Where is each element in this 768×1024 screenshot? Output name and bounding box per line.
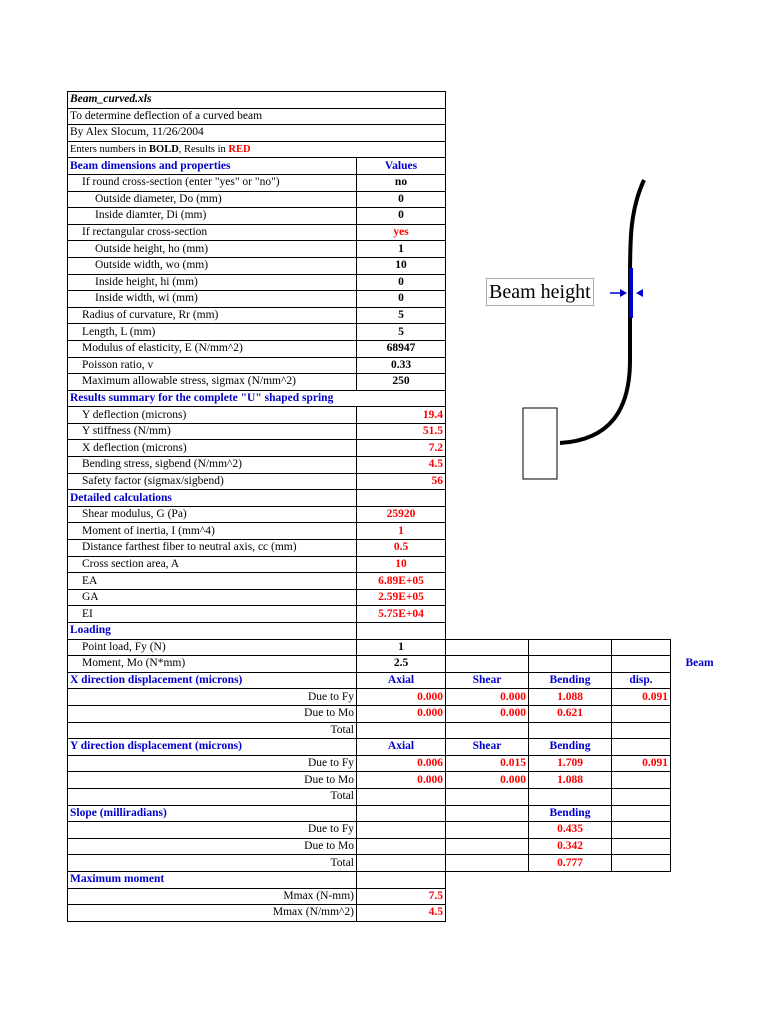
detailed-value: 5.75E+04 — [357, 606, 446, 623]
empty-cell — [529, 623, 612, 640]
empty-cell — [529, 92, 612, 109]
empty-cell — [671, 772, 729, 789]
col-axial-header: Axial — [357, 739, 446, 756]
empty-cell — [671, 523, 729, 540]
empty-cell — [446, 623, 529, 640]
empty-cell — [529, 540, 612, 557]
slope-label: Total — [68, 855, 357, 872]
section-title-loading: Loading — [68, 623, 357, 640]
empty-cell — [612, 506, 671, 523]
detailed-value: 1 — [357, 523, 446, 540]
empty-cell — [671, 291, 729, 308]
empty-cell — [446, 822, 529, 839]
dimension-value: 0 — [357, 191, 446, 208]
shear-value: 0.015 — [446, 755, 529, 772]
empty-cell — [671, 390, 729, 407]
dimension-value: 0.33 — [357, 357, 446, 374]
empty-cell — [671, 722, 729, 739]
header-row — [68, 108, 729, 125]
empty-cell — [671, 506, 729, 523]
col-bending-header: Bending — [529, 739, 612, 756]
detailed-row — [68, 523, 729, 540]
empty-cell — [671, 191, 729, 208]
displacement-label: Due to Fy — [68, 755, 357, 772]
empty-cell — [671, 158, 729, 175]
empty-cell — [671, 739, 729, 756]
empty-cell — [612, 871, 671, 888]
slope-label: Due to Mo — [68, 838, 357, 855]
displacement-row — [68, 689, 729, 706]
bending-value: 0.621 — [529, 705, 612, 722]
displacement-row — [68, 755, 729, 772]
slope-bending-value: 0.435 — [529, 822, 612, 839]
header-row — [68, 92, 729, 109]
empty-cell — [671, 340, 729, 357]
slope-bending-value: 0.342 — [529, 838, 612, 855]
shear-value: 0.000 — [446, 689, 529, 706]
section-header-row — [68, 871, 729, 888]
empty-cell — [671, 888, 729, 905]
empty-cell — [612, 556, 671, 573]
empty-cell — [671, 374, 729, 391]
bending-value — [529, 722, 612, 739]
empty-cell — [671, 623, 729, 640]
loading-row — [68, 656, 729, 673]
detailed-value: 25920 — [357, 506, 446, 523]
empty-cell — [671, 257, 729, 274]
empty-cell — [671, 573, 729, 590]
curved-beam-diagram — [480, 170, 660, 490]
empty-cell — [446, 871, 529, 888]
dimension-label: Outside height, ho (mm) — [68, 241, 357, 258]
empty-cell — [446, 656, 529, 673]
beam-disp-value — [612, 772, 671, 789]
max-moment-row — [68, 888, 729, 905]
empty-cell — [671, 141, 729, 158]
values-header: Values — [357, 158, 446, 175]
max-moment-label: Mmax (N/mm^2) — [68, 905, 357, 922]
displacement-label: Due to Mo — [68, 772, 357, 789]
empty-cell — [529, 656, 612, 673]
empty-cell — [671, 755, 729, 772]
bending-value — [529, 788, 612, 805]
empty-cell — [612, 888, 671, 905]
section-header-row — [68, 623, 729, 640]
beam-disp-value: 0.091 — [612, 755, 671, 772]
header-row — [68, 125, 729, 142]
empty-cell — [612, 92, 671, 109]
empty-cell — [357, 805, 446, 822]
empty-cell — [671, 490, 729, 507]
empty-cell — [529, 888, 612, 905]
empty-cell — [671, 407, 729, 424]
empty-cell — [671, 871, 729, 888]
result-value: 56 — [357, 473, 446, 490]
empty-cell — [671, 125, 729, 142]
dimension-label: Inside diamter, Di (mm) — [68, 208, 357, 225]
instr-prefix: Enters numbers in — [70, 144, 150, 156]
col-shear-header: Shear — [446, 739, 529, 756]
empty-cell — [446, 490, 529, 507]
shear-value: 0.000 — [446, 705, 529, 722]
result-label: Safety factor (sigmax/sigbend) — [68, 473, 357, 490]
slope-row — [68, 855, 729, 872]
detailed-label: Moment of inertia, I (mm^4) — [68, 523, 357, 540]
empty-cell — [446, 506, 529, 523]
displacement-label: Due to Fy — [68, 689, 357, 706]
empty-cell — [446, 838, 529, 855]
dimension-label: Length, L (mm) — [68, 324, 357, 341]
axial-value: 0.000 — [357, 772, 446, 789]
instr-mid: , Results in — [178, 144, 229, 156]
section-header-row — [68, 490, 729, 507]
empty-cell — [357, 822, 446, 839]
shear-value — [446, 788, 529, 805]
result-value: 7.2 — [357, 440, 446, 457]
dimension-label: If round cross-section (enter "yes" or "no") — [68, 174, 357, 191]
empty-cell — [671, 307, 729, 324]
section-header-row — [68, 805, 729, 822]
section-title-slope: Slope (milliradians) — [68, 805, 357, 822]
dimension-value: 1 — [357, 241, 446, 258]
dimension-value: 68947 — [357, 340, 446, 357]
entry-instructions — [68, 141, 446, 158]
col-axial-header: Axial — [357, 672, 446, 689]
empty-cell — [612, 739, 671, 756]
beam-height-arrowhead-left — [636, 289, 643, 297]
empty-cell — [446, 556, 529, 573]
max-moment-row — [68, 905, 729, 922]
empty-cell — [446, 108, 529, 125]
empty-cell — [671, 357, 729, 374]
detailed-value: 2.59E+05 — [357, 589, 446, 606]
result-value: 4.5 — [357, 457, 446, 474]
empty-cell — [612, 905, 671, 922]
dimension-value: 5 — [357, 307, 446, 324]
result-label: Bending stress, sigbend (N/mm^2) — [68, 457, 357, 474]
empty-cell — [612, 573, 671, 590]
beam-disp-header-line1: Beam — [685, 657, 714, 670]
dimension-value: 0 — [357, 274, 446, 291]
empty-cell — [671, 672, 729, 689]
empty-cell — [357, 855, 446, 872]
beam-height-arrowhead-right — [620, 289, 627, 297]
displacement-label: Total — [68, 788, 357, 805]
section-title-maxmoment: Maximum moment — [68, 871, 357, 888]
section-header-row — [68, 739, 729, 756]
axial-value — [357, 788, 446, 805]
empty-cell — [446, 141, 529, 158]
section-title-ydisp: Y direction displacement (microns) — [68, 739, 357, 756]
empty-cell — [671, 440, 729, 457]
displacement-label: Total — [68, 722, 357, 739]
col-bending-header: Bending — [529, 672, 612, 689]
beam-support-block — [523, 408, 557, 479]
empty-cell — [612, 108, 671, 125]
empty-cell — [612, 490, 671, 507]
moment-label: Moment, Mo (N*mm) — [68, 656, 357, 673]
section-title-xdisp: X direction displacement (microns) — [68, 672, 357, 689]
dimension-value: yes — [357, 224, 446, 241]
empty-cell — [529, 125, 612, 142]
bending-value: 1.088 — [529, 689, 612, 706]
loading-row — [68, 639, 729, 656]
empty-cell — [529, 606, 612, 623]
detailed-label: Shear modulus, G (Pa) — [68, 506, 357, 523]
dimension-label: Inside height, hi (mm) — [68, 274, 357, 291]
dimension-label: Outside width, wo (mm) — [68, 257, 357, 274]
empty-cell — [612, 141, 671, 158]
empty-cell — [357, 871, 446, 888]
empty-cell — [671, 606, 729, 623]
displacement-row — [68, 788, 729, 805]
empty-cell — [671, 174, 729, 191]
empty-cell — [671, 838, 729, 855]
beam-disp-value — [612, 705, 671, 722]
detailed-label: GA — [68, 589, 357, 606]
detailed-row — [68, 573, 729, 590]
section-title-dimensions: Beam dimensions and properties — [68, 158, 357, 175]
empty-cell — [529, 108, 612, 125]
beam-disp-value — [612, 788, 671, 805]
detailed-value: 0.5 — [357, 540, 446, 557]
dimension-label: Modulus of elasticity, E (N/mm^2) — [68, 340, 357, 357]
empty-cell — [446, 125, 529, 142]
empty-cell — [671, 274, 729, 291]
empty-cell — [446, 888, 529, 905]
dimension-value: 5 — [357, 324, 446, 341]
beam-disp-header-line2: disp. — [612, 672, 671, 689]
empty-cell — [529, 141, 612, 158]
axial-value: 0.000 — [357, 689, 446, 706]
empty-cell — [446, 92, 529, 109]
axial-value: 0.006 — [357, 755, 446, 772]
empty-cell — [529, 506, 612, 523]
bending-value: 1.709 — [529, 755, 612, 772]
empty-cell — [671, 473, 729, 490]
dimension-label: Poisson ratio, v — [68, 357, 357, 374]
detailed-value: 6.89E+05 — [357, 573, 446, 590]
slope-row — [68, 838, 729, 855]
beam-height-label: Beam height — [486, 278, 594, 306]
empty-cell — [671, 540, 729, 557]
detailed-row — [68, 506, 729, 523]
max-moment-value: 7.5 — [357, 888, 446, 905]
empty-cell — [529, 905, 612, 922]
beam-disp-value: 0.091 — [612, 689, 671, 706]
detailed-label: EI — [68, 606, 357, 623]
sheet-purpose: To determine deflection of a curved beam — [68, 108, 446, 125]
bending-value: 1.088 — [529, 772, 612, 789]
section-header-row — [68, 672, 729, 689]
slope-label: Due to Fy — [68, 822, 357, 839]
dimension-label: Maximum allowable stress, sigmax (N/mm^2) — [68, 374, 357, 391]
empty-cell — [612, 805, 671, 822]
empty-cell — [612, 606, 671, 623]
empty-cell — [446, 855, 529, 872]
empty-cell — [671, 905, 729, 922]
empty-cell — [357, 838, 446, 855]
shear-value — [446, 722, 529, 739]
empty-cell — [671, 241, 729, 258]
empty-cell — [446, 606, 529, 623]
point-load-label: Point load, Fy (N) — [68, 639, 357, 656]
displacement-row — [68, 705, 729, 722]
empty-cell — [671, 324, 729, 341]
empty-cell — [612, 855, 671, 872]
section-title-detailed: Detailed calculations — [68, 490, 357, 507]
dimension-value: 0 — [357, 208, 446, 225]
empty-cell — [612, 822, 671, 839]
dimension-value: no — [357, 174, 446, 191]
detailed-value: 10 — [357, 556, 446, 573]
max-moment-label: Mmax (N-mm) — [68, 888, 357, 905]
slope-row — [68, 822, 729, 839]
result-value: 51.5 — [357, 423, 446, 440]
empty-cell — [529, 490, 612, 507]
empty-cell — [612, 523, 671, 540]
empty-cell — [671, 208, 729, 225]
beam-disp-value — [612, 722, 671, 739]
empty-cell — [612, 639, 671, 656]
dimension-value: 0 — [357, 291, 446, 308]
empty-cell — [446, 905, 529, 922]
empty-cell — [529, 573, 612, 590]
empty-cell — [446, 573, 529, 590]
empty-cell — [529, 639, 612, 656]
empty-cell — [357, 490, 446, 507]
col-bending-header: Bending — [529, 805, 612, 822]
empty-cell — [612, 540, 671, 557]
empty-cell — [357, 623, 446, 640]
dimension-label: Inside width, wi (mm) — [68, 291, 357, 308]
dimension-label: Radius of curvature, Rr (mm) — [68, 307, 357, 324]
empty-cell — [612, 589, 671, 606]
empty-cell — [612, 623, 671, 640]
empty-cell — [671, 423, 729, 440]
axial-value — [357, 722, 446, 739]
dimension-label: Outside diameter, Do (mm) — [68, 191, 357, 208]
empty-cell — [671, 639, 729, 656]
moment-value: 2.5 — [357, 656, 446, 673]
empty-cell — [671, 689, 729, 706]
col-shear-header: Shear — [446, 672, 529, 689]
header-row — [68, 141, 729, 158]
displacement-row — [68, 772, 729, 789]
detailed-row — [68, 540, 729, 557]
empty-cell — [671, 805, 729, 822]
detailed-row — [68, 606, 729, 623]
empty-cell — [671, 822, 729, 839]
dimension-value: 10 — [357, 257, 446, 274]
detailed-row — [68, 589, 729, 606]
detailed-label: EA — [68, 573, 357, 590]
empty-cell — [671, 556, 729, 573]
empty-cell — [671, 224, 729, 241]
empty-cell — [671, 705, 729, 722]
detailed-row — [68, 556, 729, 573]
empty-cell — [671, 788, 729, 805]
section-title-results: Results summary for the complete "U" shaped spring — [68, 390, 446, 407]
dimension-value: 250 — [357, 374, 446, 391]
result-label: Y deflection (microns) — [68, 407, 357, 424]
displacement-row — [68, 722, 729, 739]
empty-cell — [671, 855, 729, 872]
empty-cell — [446, 805, 529, 822]
max-moment-value: 4.5 — [357, 905, 446, 922]
sheet-filename: Beam_curved.xls — [68, 92, 446, 109]
sheet-author: By Alex Slocum, 11/26/2004 — [68, 125, 446, 142]
point-load-value: 1 — [357, 639, 446, 656]
empty-cell — [446, 639, 529, 656]
result-label: X deflection (microns) — [68, 440, 357, 457]
axial-value: 0.000 — [357, 705, 446, 722]
result-value: 19.4 — [357, 407, 446, 424]
slope-bending-value: 0.777 — [529, 855, 612, 872]
empty-cell — [446, 589, 529, 606]
instr-bold: BOLD — [149, 144, 179, 156]
empty-cell — [529, 556, 612, 573]
displacement-label: Due to Mo — [68, 705, 357, 722]
shear-value: 0.000 — [446, 772, 529, 789]
empty-cell — [612, 125, 671, 142]
empty-cell — [446, 540, 529, 557]
empty-cell — [446, 523, 529, 540]
detailed-label: Distance farthest fiber to neutral axis, cc (mm) — [68, 540, 357, 557]
empty-cell — [671, 589, 729, 606]
empty-cell — [529, 523, 612, 540]
instr-red: RED — [228, 144, 251, 156]
empty-cell — [612, 838, 671, 855]
dimension-label: If rectangular cross-section — [68, 224, 357, 241]
empty-cell — [529, 589, 612, 606]
empty-cell — [671, 108, 729, 125]
empty-cell — [612, 656, 671, 673]
empty-cell — [671, 457, 729, 474]
detailed-label: Cross section area, A — [68, 556, 357, 573]
empty-cell — [671, 92, 729, 109]
result-label: Y stiffness (N/mm) — [68, 423, 357, 440]
empty-cell — [529, 871, 612, 888]
